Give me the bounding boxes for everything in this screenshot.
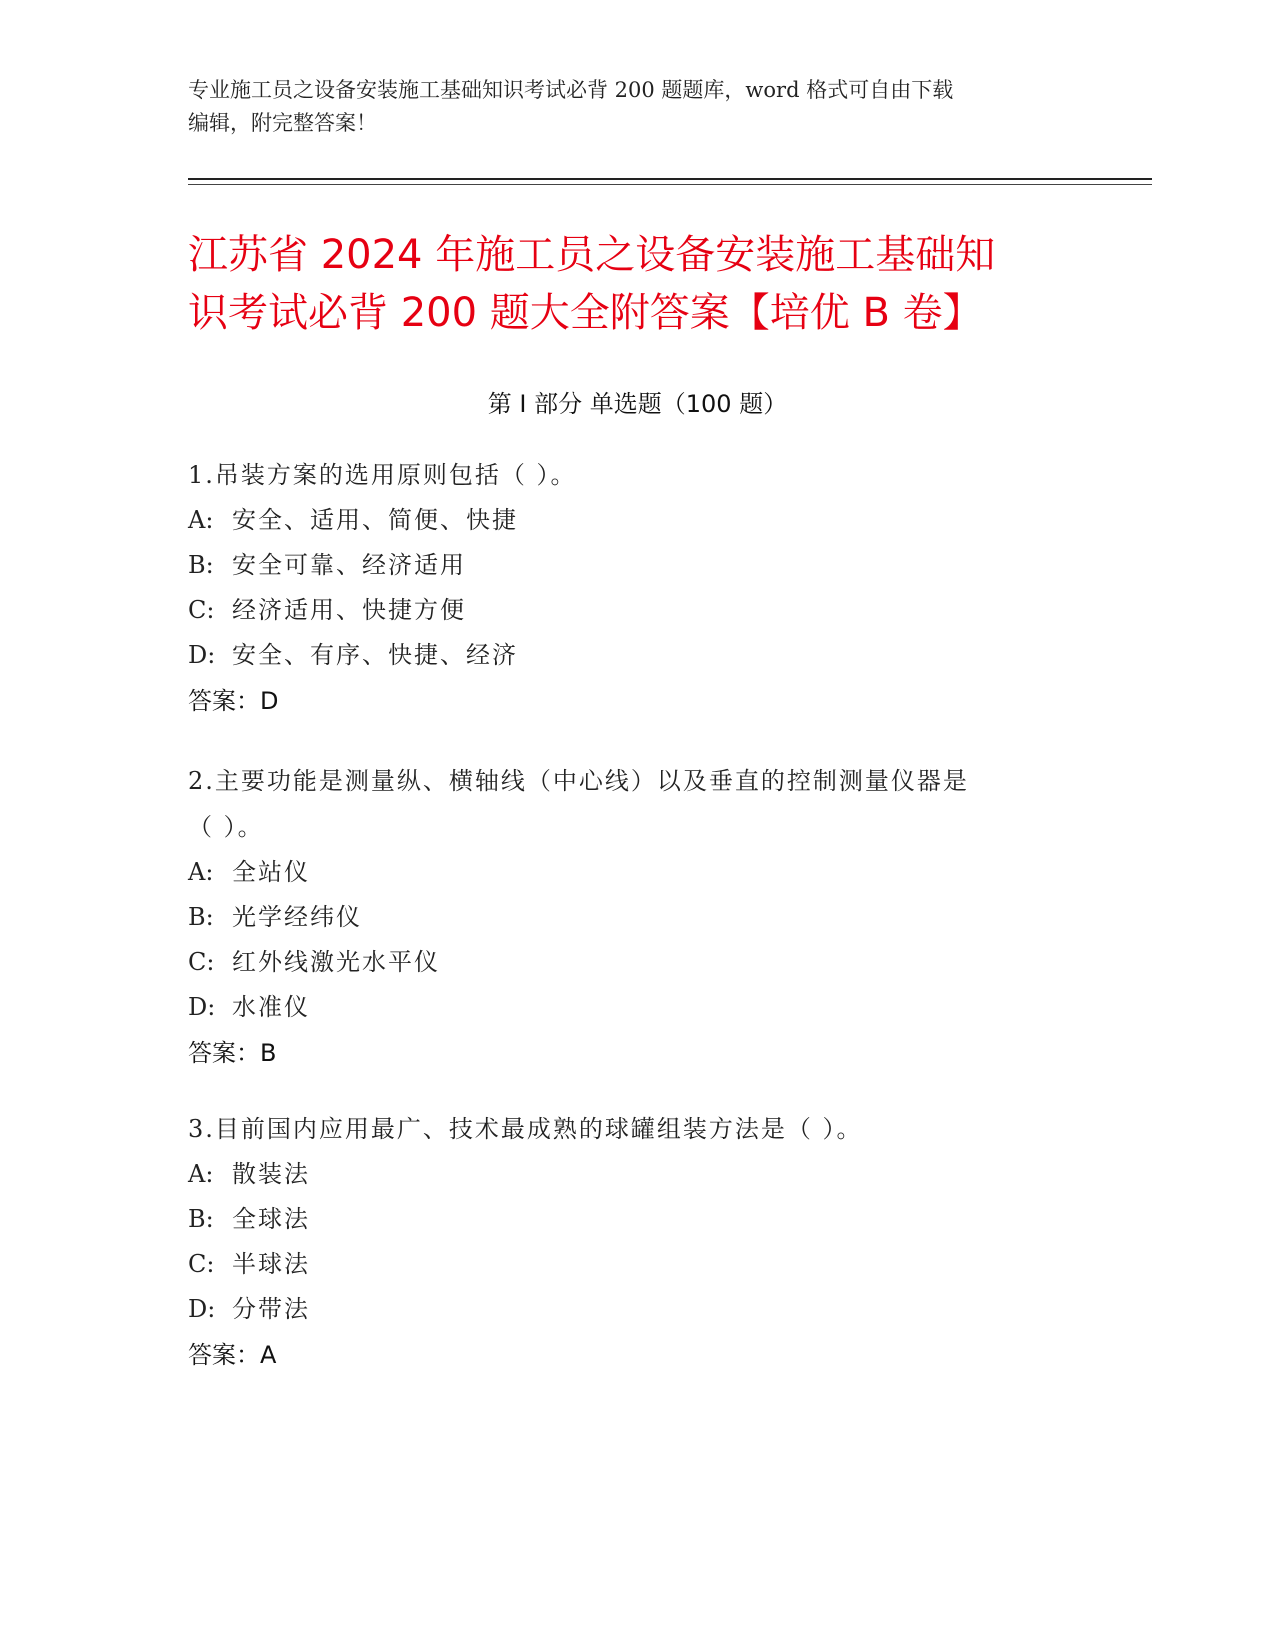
header-note-line: 编辑，附完整答案！ <box>188 111 377 135</box>
option-text: 散装法 <box>232 1160 310 1188</box>
option-c <box>188 588 1088 633</box>
option-d <box>188 633 1088 678</box>
option-text: 红外线激光水平仪 <box>232 948 440 976</box>
option-text: 安全、有序、快捷、经济 <box>232 641 518 669</box>
document-title-line: 江苏省 2024 年施工员之设备安装施工基础知 <box>188 232 996 278</box>
option-letter: C: <box>188 596 215 624</box>
option-d <box>188 1287 1088 1332</box>
question-3 <box>188 1106 1088 1378</box>
header-note-line: 专业施工员之设备安装施工基础知识考试必背 200 题题库，word 格式可自由下载 <box>188 78 954 102</box>
question-1 <box>188 452 1088 724</box>
answer: 答案：B <box>188 1039 277 1067</box>
question-stem-continued: （ ）。 <box>188 813 264 841</box>
option-letter: C: <box>188 1250 215 1278</box>
option-d <box>188 985 1088 1030</box>
option-text: 分带法 <box>232 1295 310 1323</box>
option-text: 安全可靠、经济适用 <box>232 551 466 579</box>
option-text: 全球法 <box>232 1205 310 1233</box>
option-text: 光学经纬仪 <box>232 903 362 931</box>
option-letter: B: <box>188 903 214 931</box>
option-a <box>188 850 1088 895</box>
document-title-line: 识考试必背 200 题大全附答案【培优 B 卷】 <box>188 290 983 336</box>
option-letter: C: <box>188 948 215 976</box>
option-letter: A: <box>188 1160 214 1188</box>
option-letter: A: <box>188 858 214 886</box>
question-2 <box>188 758 1088 1076</box>
answer: 答案：D <box>188 687 279 715</box>
option-text: 全站仪 <box>232 858 310 886</box>
option-letter: B: <box>188 551 214 579</box>
question-stem: 3.目前国内应用最广、技术最成熟的球罐组装方法是（ ）。 <box>188 1115 863 1143</box>
option-letter: A: <box>188 506 214 534</box>
option-b <box>188 895 1088 940</box>
header-note <box>188 74 1088 140</box>
option-b <box>188 543 1088 588</box>
document-title <box>188 226 1138 342</box>
question-stem: 1.吊装方案的选用原则包括（ ）。 <box>188 461 577 489</box>
option-b <box>188 1197 1088 1242</box>
option-letter: B: <box>188 1205 214 1233</box>
option-text: 水准仪 <box>232 993 310 1021</box>
option-c <box>188 940 1088 985</box>
header-divider-thick <box>188 178 1152 180</box>
option-text: 半球法 <box>232 1250 310 1278</box>
question-stem: 2.主要功能是测量纵、横轴线（中心线）以及垂直的控制测量仪器是 <box>188 767 969 795</box>
option-letter: D: <box>188 993 216 1021</box>
section-title: 第 I 部分 单选题（100 题） <box>487 390 788 418</box>
answer: 答案：A <box>188 1341 277 1369</box>
option-text: 安全、适用、简便、快捷 <box>232 506 518 534</box>
option-text: 经济适用、快捷方便 <box>232 596 466 624</box>
header-divider-thin <box>188 184 1152 185</box>
option-a <box>188 1152 1088 1197</box>
option-a <box>188 498 1088 543</box>
option-letter: D: <box>188 1295 216 1323</box>
option-letter: D: <box>188 641 216 669</box>
option-c <box>188 1242 1088 1287</box>
